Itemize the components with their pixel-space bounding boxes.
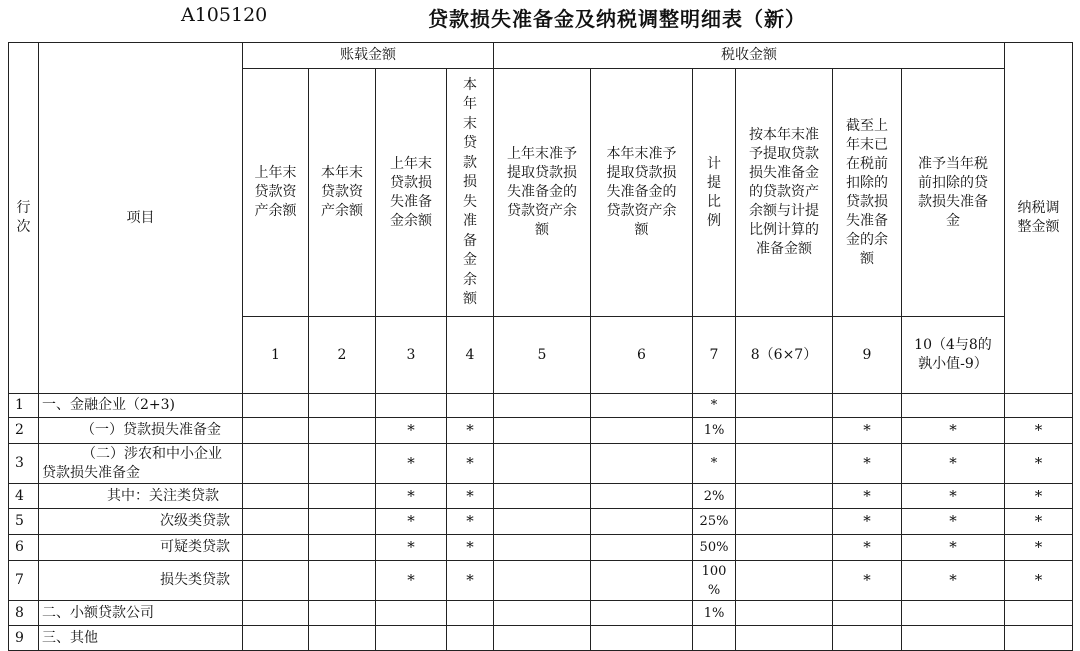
cell-c1[interactable]	[243, 535, 309, 561]
cell-c10: *	[902, 444, 1005, 484]
row-number: 4	[9, 484, 39, 509]
row-number: 1	[9, 394, 39, 418]
cell-c4[interactable]	[447, 626, 494, 651]
row-item: 可疑类贷款	[39, 535, 243, 561]
cell-c1[interactable]	[243, 418, 309, 444]
cell-c2[interactable]	[309, 509, 376, 535]
cell-c10: *	[902, 484, 1005, 509]
cell-c7: *	[693, 394, 736, 418]
cell-c7: *	[693, 444, 736, 484]
cell-c11[interactable]	[1005, 601, 1073, 626]
cell-c1[interactable]	[243, 394, 309, 418]
cell-c3: *	[376, 484, 447, 509]
form-header	[0, 0, 1080, 40]
cell-c9: *	[833, 444, 902, 484]
cell-c4: *	[447, 509, 494, 535]
cell-c3: *	[376, 418, 447, 444]
col-number-10	[902, 317, 1005, 394]
cell-c8[interactable]	[736, 444, 833, 484]
cell-c11[interactable]	[1005, 626, 1073, 651]
cell-c8[interactable]	[736, 394, 833, 418]
cell-c7[interactable]	[693, 626, 736, 651]
row-number: 8	[9, 601, 39, 626]
cell-c10[interactable]	[902, 394, 1005, 418]
row-number: 7	[9, 561, 39, 601]
cell-c11: *	[1005, 535, 1073, 561]
table-row	[9, 601, 1073, 626]
header-row-no-label: 行 次	[16, 200, 31, 235]
cell-c7: 1%	[693, 418, 736, 444]
cell-c8[interactable]	[736, 561, 833, 601]
header-adjust	[1005, 43, 1073, 394]
cell-c5[interactable]	[494, 444, 591, 484]
cell-c11: *	[1005, 444, 1073, 484]
cell-c6[interactable]	[591, 394, 693, 418]
row-item: 次级类贷款	[39, 509, 243, 535]
col-number-10-label: 10（4与8的 孰小值-9）	[914, 337, 992, 372]
cell-c7: 25%	[693, 509, 736, 535]
cell-c2[interactable]	[309, 484, 376, 509]
cell-c10: *	[902, 561, 1005, 601]
cell-c7	[693, 561, 736, 601]
header-item: 项目	[39, 43, 243, 394]
cell-c11: *	[1005, 484, 1073, 509]
col-number-4: 4	[447, 317, 494, 394]
cell-c2[interactable]	[309, 601, 376, 626]
cell-c9: *	[833, 484, 902, 509]
cell-c9[interactable]	[833, 626, 902, 651]
row-number: 9	[9, 626, 39, 651]
col-number-2: 2	[309, 317, 376, 394]
cell-c10: *	[902, 509, 1005, 535]
cell-c10[interactable]	[902, 601, 1005, 626]
header-row-no	[9, 43, 39, 394]
row-item: 其中：关注类贷款	[39, 484, 243, 509]
cell-c3: *	[376, 509, 447, 535]
table-row	[9, 394, 1073, 418]
col-number-7: 7	[693, 317, 736, 394]
cell-c6[interactable]	[591, 509, 693, 535]
cell-c4[interactable]	[447, 601, 494, 626]
row-item	[39, 444, 243, 484]
cell-c4: *	[447, 535, 494, 561]
header-col-4	[447, 69, 494, 317]
cell-c1[interactable]	[243, 601, 309, 626]
cell-c3[interactable]	[376, 601, 447, 626]
cell-c8[interactable]	[736, 535, 833, 561]
cell-c6[interactable]	[591, 561, 693, 601]
row-item: 一、金融企业（2+3)	[39, 394, 243, 418]
row-item: 二、小额贷款公司	[39, 601, 243, 626]
cell-c5[interactable]	[494, 484, 591, 509]
cell-c10: *	[902, 418, 1005, 444]
table-row	[9, 509, 1073, 535]
header-col-9	[833, 69, 902, 317]
header-col-5-label: 上年末准予 提取贷款损 失准备金的 贷款资产余 额	[507, 146, 577, 238]
cell-c9[interactable]	[833, 394, 902, 418]
cell-c2[interactable]	[309, 418, 376, 444]
cell-c2[interactable]	[309, 561, 376, 601]
cell-c8[interactable]	[736, 509, 833, 535]
cell-c1[interactable]	[243, 484, 309, 509]
row-item: 三、其他	[39, 626, 243, 651]
cell-c7: 50%	[693, 535, 736, 561]
header-col-2	[309, 69, 376, 317]
detail-table	[8, 42, 1073, 651]
row-item-label: （二）涉农和中小企业 贷款损失准备金	[42, 445, 222, 481]
header-col-8-label: 按本年末准 予提取贷款 损失准备金 的贷款资产 余额与计提 比例计算的 准备金额	[749, 127, 819, 257]
row-item: （一）贷款损失准备金	[39, 418, 243, 444]
cell-c10[interactable]	[902, 626, 1005, 651]
cell-c10: *	[902, 535, 1005, 561]
cell-c8[interactable]	[736, 418, 833, 444]
cell-c3[interactable]	[376, 626, 447, 651]
cell-c2[interactable]	[309, 394, 376, 418]
header-col-1	[243, 69, 309, 317]
cell-c11: *	[1005, 561, 1073, 601]
table-row	[9, 418, 1073, 444]
cell-c1[interactable]	[243, 626, 309, 651]
header-col-9-label: 截至上 年末已 在税前 扣除的 贷款损 失准备 金的余 额	[846, 117, 888, 267]
row-number: 3	[9, 444, 39, 484]
cell-c2[interactable]	[309, 535, 376, 561]
form-title: 贷款损失准备金及纳税调整明细表（新）	[428, 7, 806, 31]
col-number-5: 5	[494, 317, 591, 394]
header-tax-amount: 税收金额	[494, 43, 1005, 69]
cell-c3: *	[376, 535, 447, 561]
cell-c6[interactable]	[591, 535, 693, 561]
row-number: 5	[9, 509, 39, 535]
cell-c3: *	[376, 561, 447, 601]
header-col-2-label: 本年末 贷款资 产余额	[321, 165, 363, 219]
header-col-7-label: 计 提 比 例	[707, 155, 721, 229]
cell-c8[interactable]	[736, 626, 833, 651]
header-col-1-label: 上年末 贷款资 产余额	[254, 165, 297, 219]
cell-c9: *	[833, 561, 902, 601]
cell-c7: 2%	[693, 484, 736, 509]
cell-c4[interactable]	[447, 394, 494, 418]
cell-c6[interactable]	[591, 444, 693, 484]
cell-c9[interactable]	[833, 601, 902, 626]
header-col-10-label: 准予当年税 前扣除的贷 款损失准备 金	[918, 155, 988, 229]
cell-c5[interactable]	[494, 509, 591, 535]
cell-c6[interactable]	[591, 484, 693, 509]
form-code: A105120	[181, 4, 268, 26]
header-col-5	[494, 69, 591, 317]
cell-c4: *	[447, 484, 494, 509]
cell-c5[interactable]	[494, 418, 591, 444]
cell-c6[interactable]	[591, 418, 693, 444]
cell-c9: *	[833, 418, 902, 444]
row-number: 6	[9, 535, 39, 561]
cell-c8[interactable]	[736, 484, 833, 509]
cell-c5[interactable]	[494, 626, 591, 651]
cell-c2[interactable]	[309, 444, 376, 484]
cell-c6[interactable]	[591, 601, 693, 626]
col-number-3: 3	[376, 317, 447, 394]
header-col-10	[902, 69, 1005, 317]
cell-c11: *	[1005, 418, 1073, 444]
cell-c3[interactable]	[376, 394, 447, 418]
cell-c1[interactable]	[243, 509, 309, 535]
cell-c5[interactable]	[494, 535, 591, 561]
header-col-6	[591, 69, 693, 317]
header-adjust-label: 纳税调 整金额	[1017, 200, 1060, 235]
col-number-6: 6	[591, 317, 693, 394]
table-row	[9, 626, 1073, 651]
header-col-8	[736, 69, 833, 317]
cell-c5[interactable]	[494, 601, 591, 626]
header-col-4-label: 本 年 末 贷 款 损 失 准 备 金 余 额	[463, 76, 477, 307]
col-number-9: 9	[833, 317, 902, 394]
row-item: 损失类贷款	[39, 561, 243, 601]
cell-c4: *	[447, 444, 494, 484]
row-number: 2	[9, 418, 39, 444]
cell-c3: *	[376, 444, 447, 484]
cell-c1[interactable]	[243, 444, 309, 484]
cell-c4: *	[447, 561, 494, 601]
header-col-3-label: 上年末 贷款损 失准备 金余额	[390, 155, 432, 229]
cell-c9: *	[833, 535, 902, 561]
cell-c4: *	[447, 418, 494, 444]
header-book-amount: 账载金额	[243, 43, 494, 69]
cell-c1[interactable]	[243, 561, 309, 601]
cell-c7-label: 100 %	[701, 563, 727, 598]
cell-c11: *	[1005, 509, 1073, 535]
cell-c2[interactable]	[309, 626, 376, 651]
col-number-1: 1	[243, 317, 309, 394]
col-number-8: 8（6×7）	[736, 317, 833, 394]
cell-c11[interactable]	[1005, 394, 1073, 418]
cell-c5[interactable]	[494, 394, 591, 418]
cell-c9: *	[833, 509, 902, 535]
cell-c5[interactable]	[494, 561, 591, 601]
header-col-3	[376, 69, 447, 317]
cell-c7: 1%	[693, 601, 736, 626]
table-row	[9, 561, 1073, 601]
cell-c8[interactable]	[736, 601, 833, 626]
header-col-7	[693, 69, 736, 317]
header-col-6-label: 本年末准予 提取贷款损 失准备金的 贷款资产余 额	[606, 146, 677, 238]
cell-c6[interactable]	[591, 626, 693, 651]
table-row	[9, 444, 1073, 484]
table-row	[9, 484, 1073, 509]
table-row	[9, 535, 1073, 561]
